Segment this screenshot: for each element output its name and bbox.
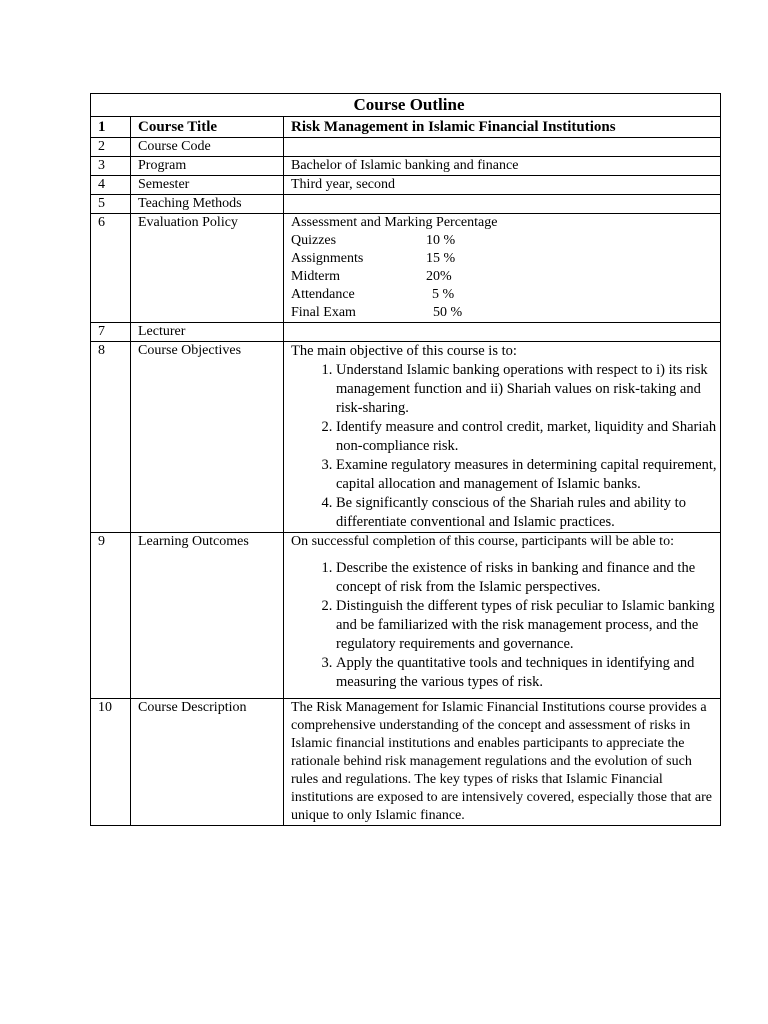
table-row: [91, 195, 721, 214]
table-row: [91, 214, 721, 323]
program-value: Bachelor of Islamic banking and finance: [284, 157, 721, 176]
evaluation-item-pct: 20%: [426, 269, 452, 284]
list-item: 3. Examine regulatory measures in determining capital requirement, capital allocation and management of Islamic banks.: [336, 456, 720, 494]
evaluation-item-pct: 50 %: [433, 305, 463, 320]
objectives-intro: The main objective of this course is to:: [291, 343, 517, 359]
course-title-value: Risk Management in Islamic Financial Institutions: [284, 117, 721, 138]
evaluation-item-name: Quizzes: [291, 233, 337, 248]
semester-value: Third year, second: [284, 176, 721, 195]
course-outline-table: [90, 93, 721, 826]
table-row: [91, 138, 721, 157]
row-label: Course Objectives: [131, 342, 284, 533]
course-code-value: [284, 138, 721, 157]
table-row: [91, 323, 721, 342]
row-number: 8: [91, 342, 131, 533]
row-label: Semester: [131, 176, 284, 195]
evaluation-item-pct: 5 %: [432, 287, 455, 302]
evaluation-list: [291, 232, 720, 322]
list-item: 1. Understand Islamic banking operations with respect to i) its risk management function and ii) Shariah values on risk-taking and risk-sharing.: [336, 361, 720, 418]
course-objectives-cell: [284, 342, 721, 533]
list-item: 4. Be significantly conscious of the Shariah rules and ability to differentiate conventional and Islamic practices.: [336, 494, 720, 532]
table-row: [91, 157, 721, 176]
title-row: [91, 94, 721, 117]
table-title: Course Outline: [91, 94, 721, 117]
outcomes-intro: On successful completion of this course, participants will be able to:: [291, 534, 674, 549]
row-number: 7: [91, 323, 131, 342]
row-number: 2: [91, 138, 131, 157]
evaluation-heading: Assessment and Marking Percentage: [291, 215, 498, 230]
row-label: Lecturer: [131, 323, 284, 342]
evaluation-item-name: Midterm: [291, 269, 340, 284]
row-label: Program: [131, 157, 284, 176]
row-number: 5: [91, 195, 131, 214]
row-label: Course Code: [131, 138, 284, 157]
evaluation-item-name: Attendance: [291, 287, 355, 302]
list-item: 2. Identify measure and control credit, market, liquidity and Shariah non-compliance risk.: [336, 418, 720, 456]
list-item: 2. Distinguish the different types of risk peculiar to Islamic banking and be familiarized with the risk management process, and the regulatory requirements and governance.: [336, 597, 720, 654]
row-number: 4: [91, 176, 131, 195]
objectives-list: [291, 361, 720, 532]
row-number: 9: [91, 533, 131, 699]
evaluation-item-pct: 15 %: [426, 251, 456, 266]
list-item: 3. Apply the quantitative tools and techniques in identifying and measuring the various types of risk.: [336, 654, 720, 692]
row-number: 6: [91, 214, 131, 323]
table-row: [91, 117, 721, 138]
row-label: Course Title: [131, 117, 284, 138]
row-number: 3: [91, 157, 131, 176]
table-row: [91, 533, 721, 699]
row-label: Evaluation Policy: [131, 214, 284, 323]
evaluation-policy-cell: [284, 214, 721, 323]
outcomes-list: [291, 559, 720, 692]
table-row: [91, 699, 721, 826]
row-number: 10: [91, 699, 131, 826]
evaluation-item-name: Assignments: [291, 251, 364, 266]
row-number: 1: [91, 117, 131, 138]
row-label: Course Description: [131, 699, 284, 826]
row-label: Teaching Methods: [131, 195, 284, 214]
teaching-methods-value: [284, 195, 721, 214]
evaluation-item-pct: 10 %: [426, 233, 456, 248]
table-row: [91, 342, 721, 533]
course-description-value: The Risk Management for Islamic Financial Institutions course provides a comprehensive understanding of the concept and assessment of risks in Islamic financial institutions and enables participants to appreciate the rationale behind risk management regulations and the evolution of such rules and regulations. The key types of risks that Islamic Financial institutions are exposed to are intensively covered, especially those that are unique to only Islamic finance.: [284, 699, 721, 826]
evaluation-item-name: Final Exam: [291, 305, 356, 320]
lecturer-value: [284, 323, 721, 342]
table-row: [91, 176, 721, 195]
learning-outcomes-cell: [284, 533, 721, 699]
row-label: Learning Outcomes: [131, 533, 284, 699]
list-item: 1. Describe the existence of risks in banking and finance and the concept of risk from the Islamic perspectives.: [336, 559, 720, 597]
